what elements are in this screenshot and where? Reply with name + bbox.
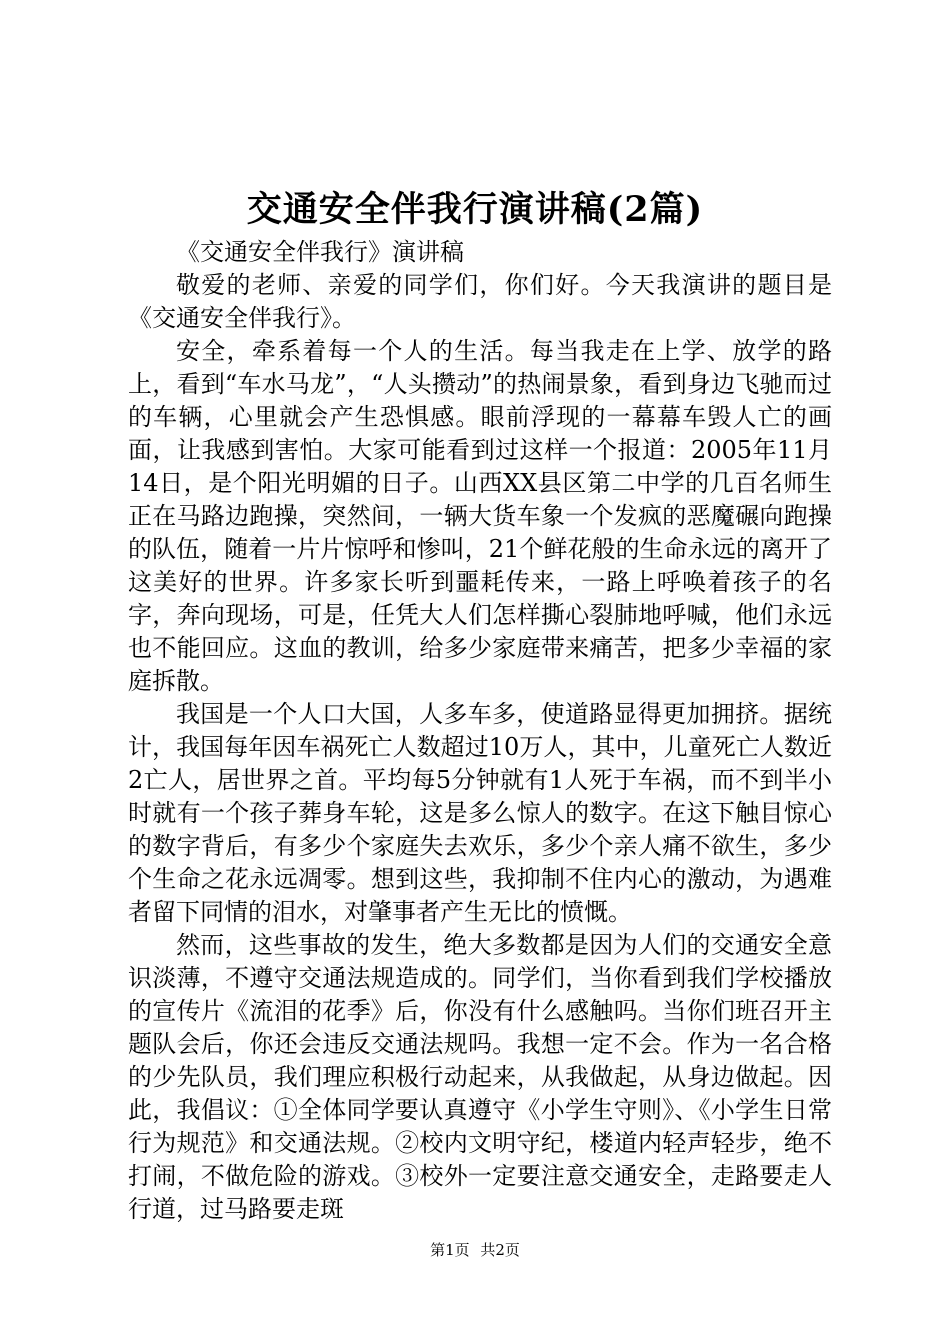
page-number: 第1页: [430, 1241, 470, 1259]
body-paragraph: 我国是一个人口大国，人多车多，使道路显得更加拥挤。据统计，我国每年因车祸死亡人数超过10万人，其中，儿童死亡人数近2亡人，居世界之首。平均每5分钟就有1人死于车祸，而不到半小时就有一个孩子葬身车轮，这是多么惊人的数字。在这下触目惊心的数字背后，有多少个家庭失去欢乐，多少个亲人痛不欲生，多少个生命之花永远凋零。想到这些，我抑制不住内心的激动，为遇难者留下同情的泪水，对肇事者产生无比的愤慨。: [128, 700, 832, 926]
body-paragraph: 安全，牵系着每一个人的生活。每当我走在上学、放学的路上，看到“车水马龙”，“人头攒动”的热闹景象，看到身边飞驰而过的车辆，心里就会产生恐惧感。眼前浮现的一幕幕车毁人亡的画面，让我感到害怕。大家可能看到过这样一个报道：2005年11月14日，是个阳光明媚的日子。山西XX县区第二中学的几百名师生正在马路边跑操，突然间，一辆大货车象一个发疯的恶魔碾向跑操的队伍，随着一片片惊呼和惨叫，21个鲜花般的生命永远的离开了这美好的世界。许多家长听到噩耗传来，一路上呼唤着孩子的名字，奔向现场，可是，任凭大人们怎样撕心裂肺地呼喊，他们永远也不能回应。这血的教训，给多少家庭带来痛苦，把多少幸福的家庭拆散。: [128, 337, 832, 695]
body-paragraph: 然而，这些事故的发生，绝大多数都是因为人们的交通安全意识淡薄，不遵守交通法规造成的。同学们，当你看到我们学校播放的宣传片《流泪的花季》后，你没有什么感触吗。当你们班召开主题队会后，你还会违反交通法规吗。我想一定不会。作为一名合格的少先队员，我们理应积极行动起来，从我做起，从身边做起。因此，我倡议：①全体同学要认真遵守《小学生守则》、《小学生日常行为规范》和交通法规。②校内文明守纪，楼道内轻声轻步，绝不打闹，不做危险的游戏。③校外一定要注意交通安全，走路要走人行道，过马路要走斑: [128, 931, 832, 1223]
page-total: 共2页: [480, 1241, 520, 1259]
page-footer: [0, 1240, 950, 1260]
greeting-paragraph: 敬爱的老师、亲爱的同学们，你们好。今天我演讲的题目是《交通安全伴我行》。: [128, 271, 832, 332]
document-title: 交通安全伴我行演讲稿(2篇): [246, 189, 704, 230]
document-body: [128, 236, 832, 1226]
subtitle-paragraph: 《交通安全伴我行》演讲稿: [176, 238, 464, 266]
